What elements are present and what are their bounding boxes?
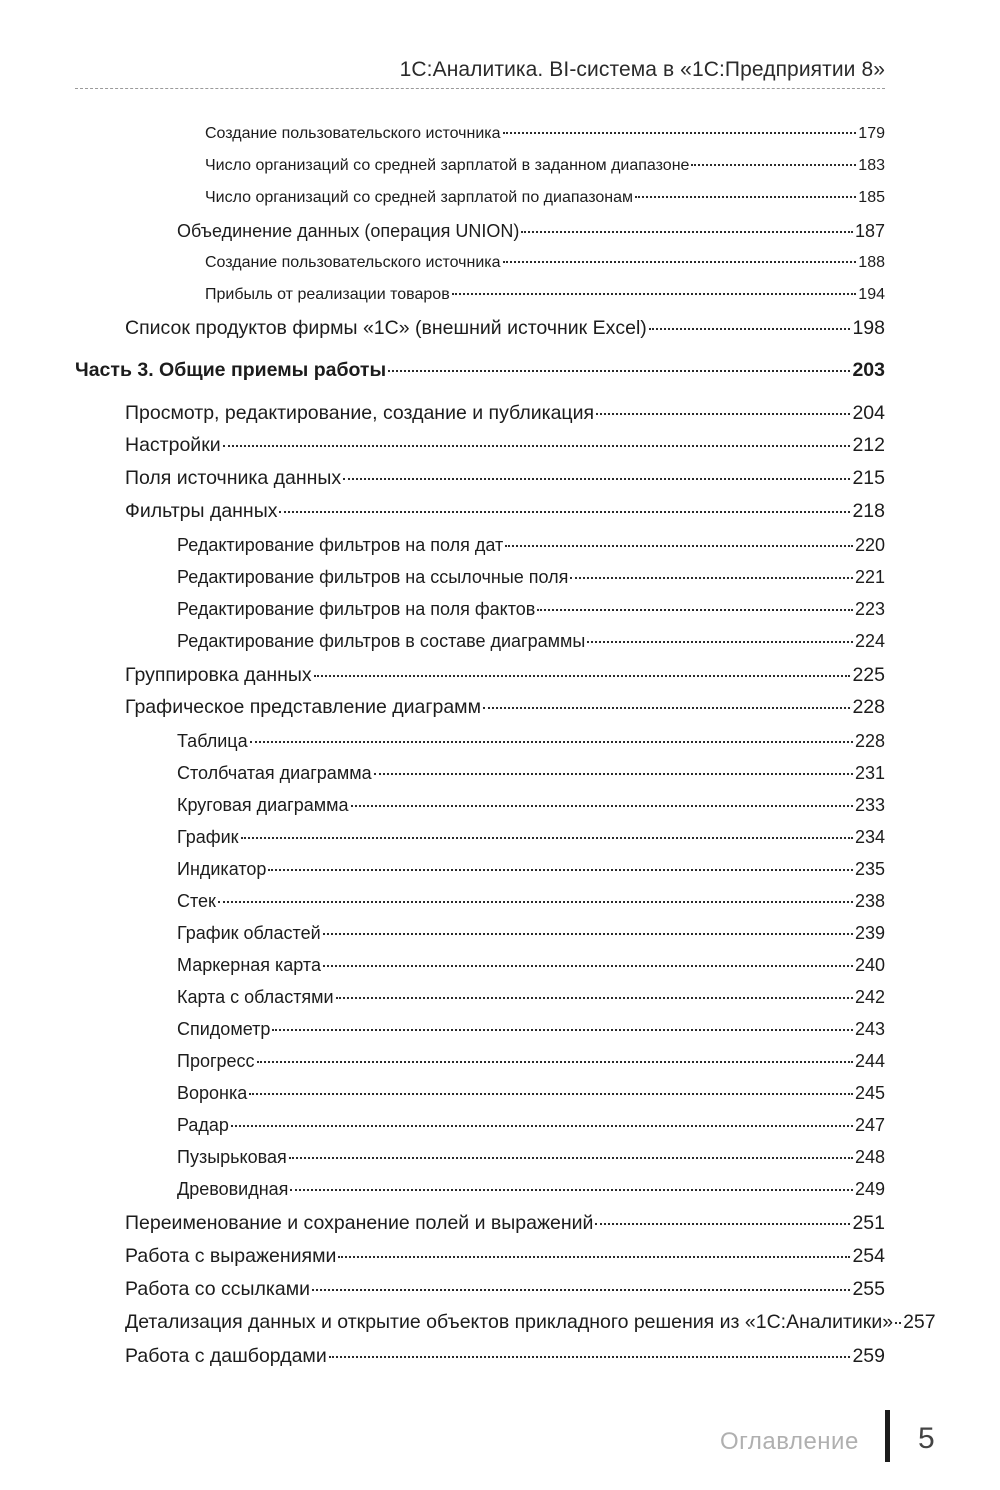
toc-entry (177, 955, 885, 976)
toc-entry-title: Пузырьковая (177, 1147, 287, 1167)
toc-dot-leader (290, 1189, 853, 1191)
toc-entry-title: Маркерная карта (177, 955, 321, 975)
toc-entry-page: 245 (854, 1083, 885, 1103)
toc-entry (177, 987, 885, 1008)
toc-entry (177, 1019, 885, 1040)
toc-entry (205, 286, 885, 304)
toc-entry-title: Спидометр (177, 1019, 271, 1039)
toc-dot-leader (505, 545, 853, 547)
toc-dot-leader (272, 1029, 853, 1031)
toc-dot-leader (570, 577, 853, 579)
page-number: 5 (918, 1422, 935, 1455)
toc-entry-page: 239 (854, 923, 885, 943)
toc-dot-leader (895, 1322, 901, 1324)
toc-dot-leader (312, 1289, 850, 1291)
toc-entry-title: Радар (177, 1115, 229, 1135)
toc-entry-page: 231 (854, 763, 885, 783)
toc-entry-title: Работа со ссылками (125, 1278, 310, 1300)
toc-entry (125, 1345, 885, 1368)
toc-entry (125, 500, 885, 523)
toc-entry-title: Прогресс (177, 1051, 255, 1071)
toc-entry (177, 1115, 885, 1136)
toc-entry (205, 157, 885, 175)
toc-entry-page: 247 (854, 1115, 885, 1135)
toc-entry-page: 215 (852, 467, 885, 489)
toc-entry-page: 235 (854, 859, 885, 879)
toc-entry (177, 859, 885, 880)
toc-dot-leader (314, 675, 851, 677)
toc-entry-title: Фильтры данных (125, 500, 278, 522)
toc-entry-title: Редактирование фильтров в составе диаграммы (177, 631, 586, 651)
toc-entry (177, 1147, 885, 1168)
toc-entry (177, 795, 885, 816)
toc-entry-page: 198 (852, 317, 885, 339)
toc-entry (125, 696, 885, 719)
toc-dot-leader (351, 805, 853, 807)
toc-part-heading (75, 359, 885, 382)
toc-entry-title: Детализация данных и открытие объектов прикладного решения из «1С:Аналитики» (125, 1311, 894, 1333)
toc-entry (177, 631, 885, 652)
toc-entry-title: График (177, 827, 239, 847)
toc-entry-page: 240 (854, 955, 885, 975)
toc-dot-leader (388, 370, 850, 372)
toc-entry-page: 225 (852, 664, 885, 686)
toc-dot-leader (323, 933, 853, 935)
toc-dot-leader (635, 196, 856, 198)
toc-dot-leader (218, 901, 853, 903)
toc-dot-leader (595, 1223, 850, 1225)
toc-entry (125, 317, 885, 340)
toc-entry (205, 189, 885, 207)
toc-entry (177, 1179, 885, 1200)
toc-entry-title: Редактирование фильтров на ссылочные поля (177, 567, 569, 587)
toc-entry-title: Число организаций со средней зарплатой по диапазонам (205, 189, 634, 206)
toc-entry-page: 254 (852, 1245, 885, 1267)
toc-entry-title: Индикатор (177, 859, 267, 879)
toc-entry-page: 259 (852, 1345, 885, 1367)
toc-dot-leader (338, 1256, 850, 1258)
toc-entry-title: Поля источника данных (125, 467, 342, 489)
toc-entry-page: 244 (854, 1051, 885, 1071)
toc-entry-page: 255 (852, 1278, 885, 1300)
toc-entry-page: 187 (854, 221, 885, 241)
toc-entry-page: 218 (852, 500, 885, 522)
toc-entry-title: Круговая диаграмма (177, 795, 349, 815)
toc-entry-title: Таблица (177, 731, 248, 751)
toc-entry-page: 188 (858, 254, 885, 271)
toc-entry-page: 251 (852, 1212, 885, 1234)
toc-entry-page: 223 (854, 599, 885, 619)
toc-entry (125, 402, 885, 425)
toc-entry-page: 194 (858, 286, 885, 303)
toc-entry (177, 763, 885, 784)
toc-dot-leader (257, 1061, 853, 1063)
toc-dot-leader (268, 869, 853, 871)
toc-entry-title: Часть 3. Общие приемы работы (75, 359, 387, 381)
toc-entry (177, 1083, 885, 1104)
toc-entry-page: 249 (854, 1179, 885, 1199)
toc-entry (177, 221, 885, 242)
toc-dot-leader (503, 261, 857, 263)
toc-dot-leader (329, 1356, 851, 1358)
toc-entry-title: Создание пользовательского источника (205, 125, 501, 142)
toc-entry (205, 254, 885, 272)
toc-entry (177, 567, 885, 588)
toc-dot-leader (483, 707, 850, 709)
toc-entry-page: 221 (854, 567, 885, 587)
toc-dot-leader (521, 231, 853, 233)
toc-entry-page: 203 (852, 359, 885, 381)
toc-entry (177, 1051, 885, 1072)
toc-entry (125, 664, 885, 687)
toc-entry-title: Карта с областями (177, 987, 334, 1007)
toc-dot-leader (537, 609, 853, 611)
toc-entry-title: Редактирование фильтров на поля фактов (177, 599, 536, 619)
toc-dot-leader (649, 328, 851, 330)
toc-dot-leader (503, 132, 857, 134)
toc-entry (125, 1278, 885, 1301)
toc-dot-leader (241, 837, 853, 839)
toc-entry-title: Древовидная (177, 1179, 289, 1199)
toc-entry-title: Редактирование фильтров на поля дат (177, 535, 504, 555)
toc-entry-page: 183 (858, 157, 885, 174)
toc-entry (177, 731, 885, 752)
toc-entry-page: 228 (854, 731, 885, 751)
toc-entry-title: Прибыль от реализации товаров (205, 286, 450, 303)
toc-entry (125, 1311, 936, 1334)
toc-dot-leader (223, 445, 851, 447)
toc-dot-leader (691, 164, 856, 166)
toc-entry-title: Создание пользовательского источника (205, 254, 501, 271)
toc-dot-leader (289, 1157, 853, 1159)
toc-entry-title: Работа с дашбордами (125, 1345, 327, 1367)
toc-dot-leader (587, 641, 853, 643)
footer-section-label: Оглавление (720, 1428, 859, 1455)
toc-entry (177, 599, 885, 620)
toc-entry-title: Воронка (177, 1083, 248, 1103)
toc-entry-page: 257 (903, 1311, 936, 1333)
toc-entry-page: 204 (852, 402, 885, 424)
toc-entry (125, 434, 885, 457)
toc-entry (177, 827, 885, 848)
running-header: 1С:Аналитика. BI-система в «1С:Предприятии 8» (399, 58, 885, 81)
toc-dot-leader (336, 997, 853, 999)
toc-entry-title: Число организаций со средней зарплатой в заданном диапазоне (205, 157, 690, 174)
toc-entry-page: 185 (858, 189, 885, 206)
toc-entry (177, 923, 885, 944)
toc-dot-leader (231, 1125, 853, 1127)
toc-entry-title: Просмотр, редактирование, создание и публикация (125, 402, 595, 424)
toc-entry-title: Список продуктов фирмы «1С» (внешний источник Excel) (125, 317, 647, 339)
toc-entry-page: 224 (854, 631, 885, 651)
toc-entry-title: Группировка данных (125, 664, 312, 686)
toc-entry (177, 535, 885, 556)
toc-dot-leader (343, 478, 850, 480)
toc-entry-page: 234 (854, 827, 885, 847)
toc-dot-leader (323, 965, 853, 967)
toc-entry-title: Настройки (125, 434, 221, 456)
toc-entry-page: 238 (854, 891, 885, 911)
toc-entry-title: Столбчатая диаграмма (177, 763, 372, 783)
toc-entry (125, 467, 885, 490)
footer-divider-bar (885, 1410, 890, 1462)
toc-dot-leader (596, 413, 850, 415)
toc-entry-title: Графическое представление диаграмм (125, 696, 481, 718)
toc-entry-page: 233 (854, 795, 885, 815)
toc-entry (177, 891, 885, 912)
toc-entry-title: График областей (177, 923, 321, 943)
toc-dot-leader (279, 511, 850, 513)
toc-entry-title: Переименование и сохранение полей и выражений (125, 1212, 594, 1234)
toc-dot-leader (250, 741, 853, 743)
toc-entry (125, 1212, 885, 1235)
toc-entry-page: 212 (852, 434, 885, 456)
toc-entry-title: Объединение данных (операция UNION) (177, 221, 520, 241)
toc-dot-leader (452, 293, 857, 295)
toc-entry-title: Работа с выражениями (125, 1245, 337, 1267)
toc-entry-page: 220 (854, 535, 885, 555)
toc-entry-page: 242 (854, 987, 885, 1007)
toc-entry-page: 179 (858, 125, 885, 142)
toc-dot-leader (374, 773, 853, 775)
toc-entry-page: 228 (852, 696, 885, 718)
toc-entry-page: 248 (854, 1147, 885, 1167)
toc-entry (125, 1245, 885, 1268)
toc-entry-page: 243 (854, 1019, 885, 1039)
toc-entry-title: Стек (177, 891, 216, 911)
toc-entry (205, 125, 885, 143)
toc-dot-leader (249, 1093, 853, 1095)
